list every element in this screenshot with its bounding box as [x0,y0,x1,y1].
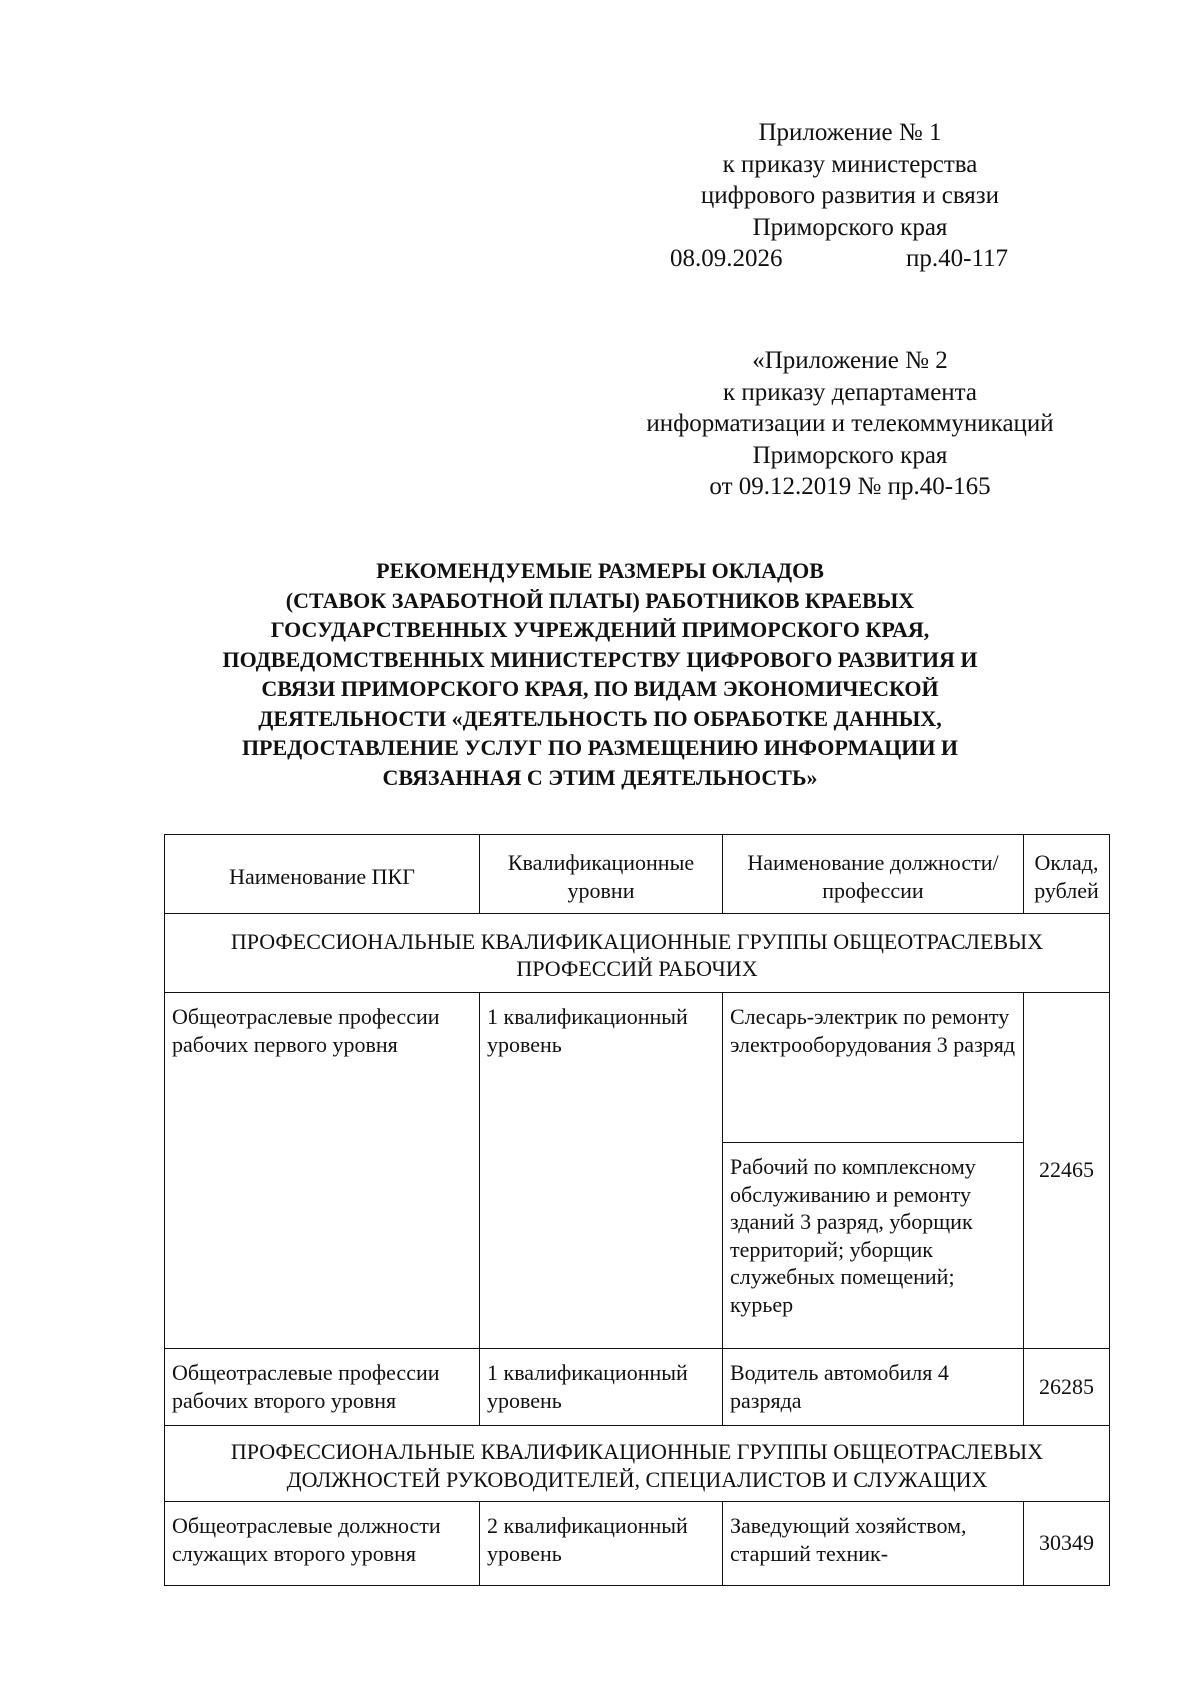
cell-pkg: Общеотраслевые должности служащих второго уровня [165,1502,480,1586]
group-title-line: ПРОФЕССИЙ РАБОЧИХ [516,956,758,981]
group-title-line: ПРОФЕССИОНАЛЬНЫЕ КВАЛИФИКАЦИОННЫЕ ГРУППЫ ОБЩЕОТРАСЛЕВЫХ [230,1439,1044,1464]
order-number: пр.40-117 [906,245,1009,272]
appendix-1-header [630,117,1070,275]
cell-salary: 22465 [1024,993,1110,1349]
header-levels: Квалификационные уровни [480,835,723,914]
cell-pkg: Общеотраслевые профессии рабочих первого уровня [165,993,480,1349]
appendix-1-line: Приложение № 1 [758,119,942,146]
table-row [165,1349,1110,1426]
title-line: РЕКОМЕНДУЕМЫЕ РАЗМЕРЫ ОКЛАДОВ [376,558,824,583]
document-title [160,556,1040,792]
appendix-2-line: от 09.12.2019 № пр.40-165 [709,473,991,500]
cell-level: 2 квалификационный уровень [480,1502,723,1586]
appendix-2-line: «Приложение № 2 [752,347,948,374]
appendix-1-line: Приморского края [752,213,948,241]
group-title-line: ДОЛЖНОСТЕЙ РУКОВОДИТЕЛЕЙ, СПЕЦИАЛИСТОВ И СЛУЖАЩИХ [286,1466,988,1492]
appendix-1-line: цифрового развития и связи [700,182,1000,209]
appendix-2-line: Приморского края [752,441,948,469]
cell-salary: 30349 [1024,1502,1110,1586]
cell-salary: 26285 [1024,1349,1110,1426]
title-line: СВЯЗАННАЯ С ЭТИМ ДЕЯТЕЛЬНОСТЬ» [382,764,818,790]
group-title-workers [165,914,1110,993]
table-header-row [165,835,1110,914]
order-date-number-line [630,243,1070,275]
header-salary: Оклад, рублей [1024,835,1110,914]
cell-level: 1 квалификационный уровень [480,1349,723,1426]
header-positions: Наименование должности/профессии [723,835,1024,914]
cell-position: Рабочий по комплексному обслуживанию и ремонту зданий 3 разряд, уборщик территорий; уборщик служебных помещений; курьер [723,1143,1024,1349]
title-line: ПРЕДОСТАВЛЕНИЕ УСЛУГ ПО РАЗМЕЩЕНИЮ ИНФОРМАЦИИ И [241,735,959,760]
cell-position: Слесарь-электрик по ремонту электрооборудования 3 разряд [723,993,1024,1143]
title-line: СВЯЗИ ПРИМОРСКОГО КРАЯ, ПО ВИДАМ ЭКОНОМИЧЕСКОЙ [261,676,939,701]
cell-level: 1 квалификационный уровень [480,993,723,1349]
appendix-2-line: информатизации и телекоммуникаций [646,410,1054,437]
cell-pkg: Общеотраслевые профессии рабочих второго уровня [165,1349,480,1426]
appendix-2-line: к приказу департамента [722,378,978,406]
table-row [165,993,1110,1143]
title-line: (СТАВОК ЗАРАБОТНОЙ ПЛАТЫ) РАБОТНИКОВ КРАЕВЫХ [285,587,915,613]
group-title-line: ПРОФЕССИОНАЛЬНЫЕ КВАЛИФИКАЦИОННЫЕ ГРУППЫ ОБЩЕОТРАСЛЕВЫХ [230,928,1044,954]
order-date: 08.09.2026 [670,245,783,272]
cell-position: Заведующий хозяйством, старший техник- [723,1502,1024,1586]
title-line: ДЕЯТЕЛЬНОСТИ «ДЕЯТЕЛЬНОСТЬ ПО ОБРАБОТКЕ ДАННЫХ, [258,705,942,731]
group-title-employees [165,1426,1110,1502]
cell-position: Водитель автомобиля 4 разряда [723,1349,1024,1426]
table-row [165,1502,1110,1586]
salary-table [164,834,1110,1586]
appendix-1-line: к приказу министерства [722,150,978,178]
appendix-2-header [600,345,1100,503]
group-row [165,914,1110,993]
title-line: ГОСУДАРСТВЕННЫХ УЧРЕЖДЕНИЙ ПРИМОРСКОГО КРАЯ, [270,617,930,642]
header-pkg: Наименование ПКГ [165,835,480,914]
title-line: ПОДВЕДОМСТВЕННЫХ МИНИСТЕРСТВУ ЦИФРОВОГО РАЗВИТИЯ И [222,646,978,672]
group-row [165,1426,1110,1502]
